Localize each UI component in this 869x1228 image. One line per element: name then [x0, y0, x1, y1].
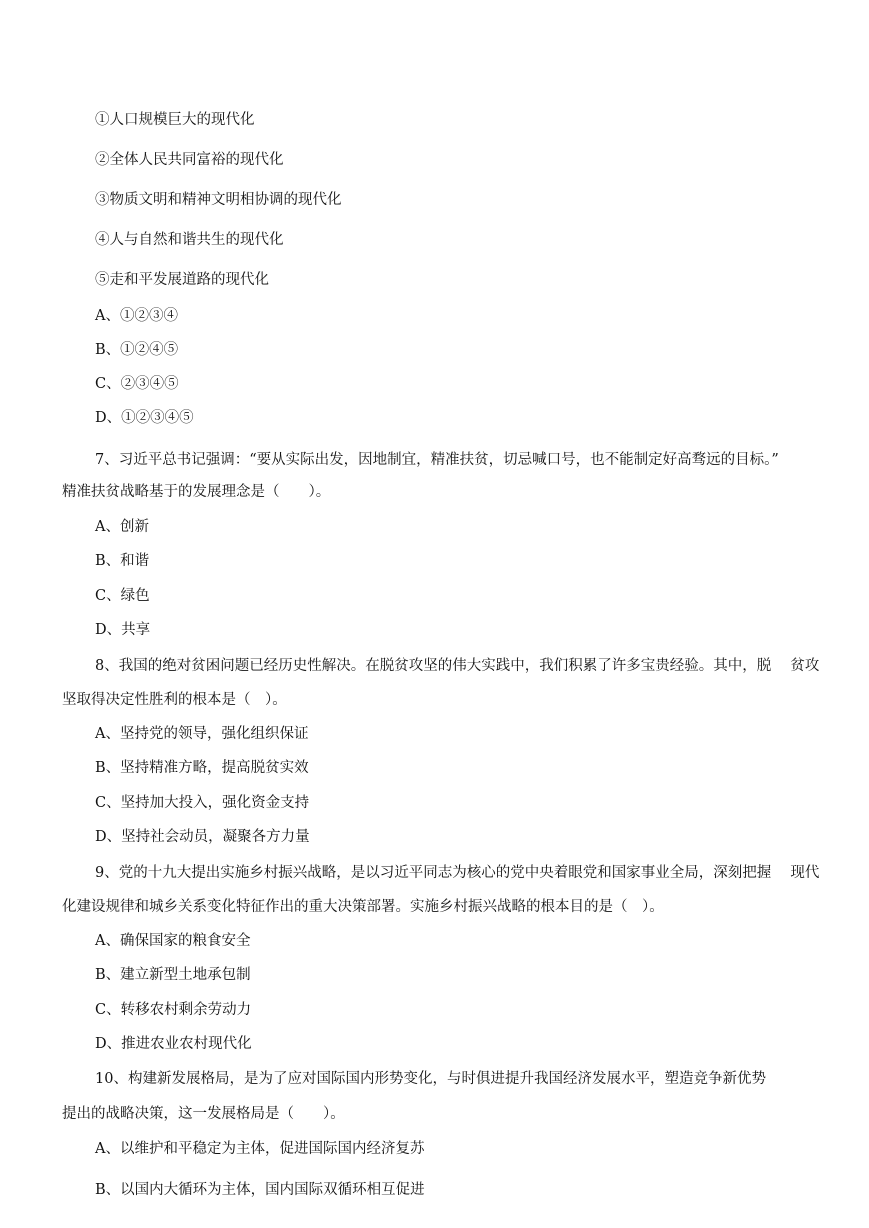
q9-stem-line2: 化建设规律和城乡关系变化特征作出的重大决策部署。实施乡村振兴战略的根本目的是（ ）。 — [62, 899, 664, 915]
q7-option-b: B、和谐 — [95, 553, 150, 569]
q6-option-d: D、①②③④⑤ — [95, 410, 194, 426]
q7-stem-line2: 精准扶贫战略基于的发展理念是（ ）。 — [62, 484, 331, 500]
q8-stem-line1: 8、我国的绝对贫困问题已经历史性解决。在脱贫攻坚的伟大实践中，我们积累了许多宝贵经验。其中，脱 贫攻 — [95, 658, 820, 674]
q7-stem-line1: 7、习近平总书记强调：“要从实际出发，因地制宜，精准扶贫，切忌喊口号，也不能制定好高骛远的目标。” — [95, 452, 779, 468]
q10-stem-line1: 10、构建新发展格局，是为了应对国际国内形势变化，与时俱进提升我国经济发展水平，塑造竞争新优势 — [95, 1071, 766, 1087]
q10-stem-line2: 提出的战略决策，这一发展格局是（ ）。 — [62, 1106, 345, 1122]
q8-option-a: A、坚持党的领导，强化组织保证 — [95, 726, 309, 742]
statement-3: ③物质文明和精神文明相协调的现代化 — [95, 192, 342, 208]
q6-option-c: C、②③④⑤ — [95, 376, 179, 392]
q9-option-c: C、转移农村剩余劳动力 — [95, 1002, 252, 1018]
q9-option-a: A、确保国家的粮食安全 — [95, 933, 251, 949]
statement-5: ⑤走和平发展道路的现代化 — [95, 272, 269, 288]
q8-stem-line2: 坚取得决定性胜利的根本是（ ）。 — [62, 692, 287, 708]
q9-option-b: B、建立新型土地承包制 — [95, 967, 251, 983]
q10-option-b: B、以国内大循环为主体，国内国际双循环相互促进 — [95, 1182, 425, 1198]
q6-option-b: B、①②④⑤ — [95, 342, 179, 358]
statement-2: ②全体人民共同富裕的现代化 — [95, 152, 284, 168]
q9-option-d: D、推进农业农村现代化 — [95, 1036, 252, 1052]
q7-option-c: C、绿色 — [95, 588, 150, 604]
q7-option-a: A、创新 — [95, 519, 149, 535]
q6-option-a: A、①②③④ — [95, 308, 178, 324]
q8-option-b: B、坚持精准方略，提高脱贫实效 — [95, 760, 309, 776]
statement-4: ④人与自然和谐共生的现代化 — [95, 232, 284, 248]
statement-1: ①人口规模巨大的现代化 — [95, 112, 255, 128]
q9-stem-line1: 9、党的十九大提出实施乡村振兴战略，是以习近平同志为核心的党中央着眼党和国家事业全局，深刻把握 现代 — [95, 865, 820, 881]
q10-option-a: A、以维护和平稳定为主体，促进国际国内经济复苏 — [95, 1141, 425, 1157]
q8-option-d: D、坚持社会动员，凝聚各方力量 — [95, 829, 310, 845]
q8-option-c: C、坚持加大投入，强化资金支持 — [95, 795, 310, 811]
q7-option-d: D、共享 — [95, 622, 151, 638]
